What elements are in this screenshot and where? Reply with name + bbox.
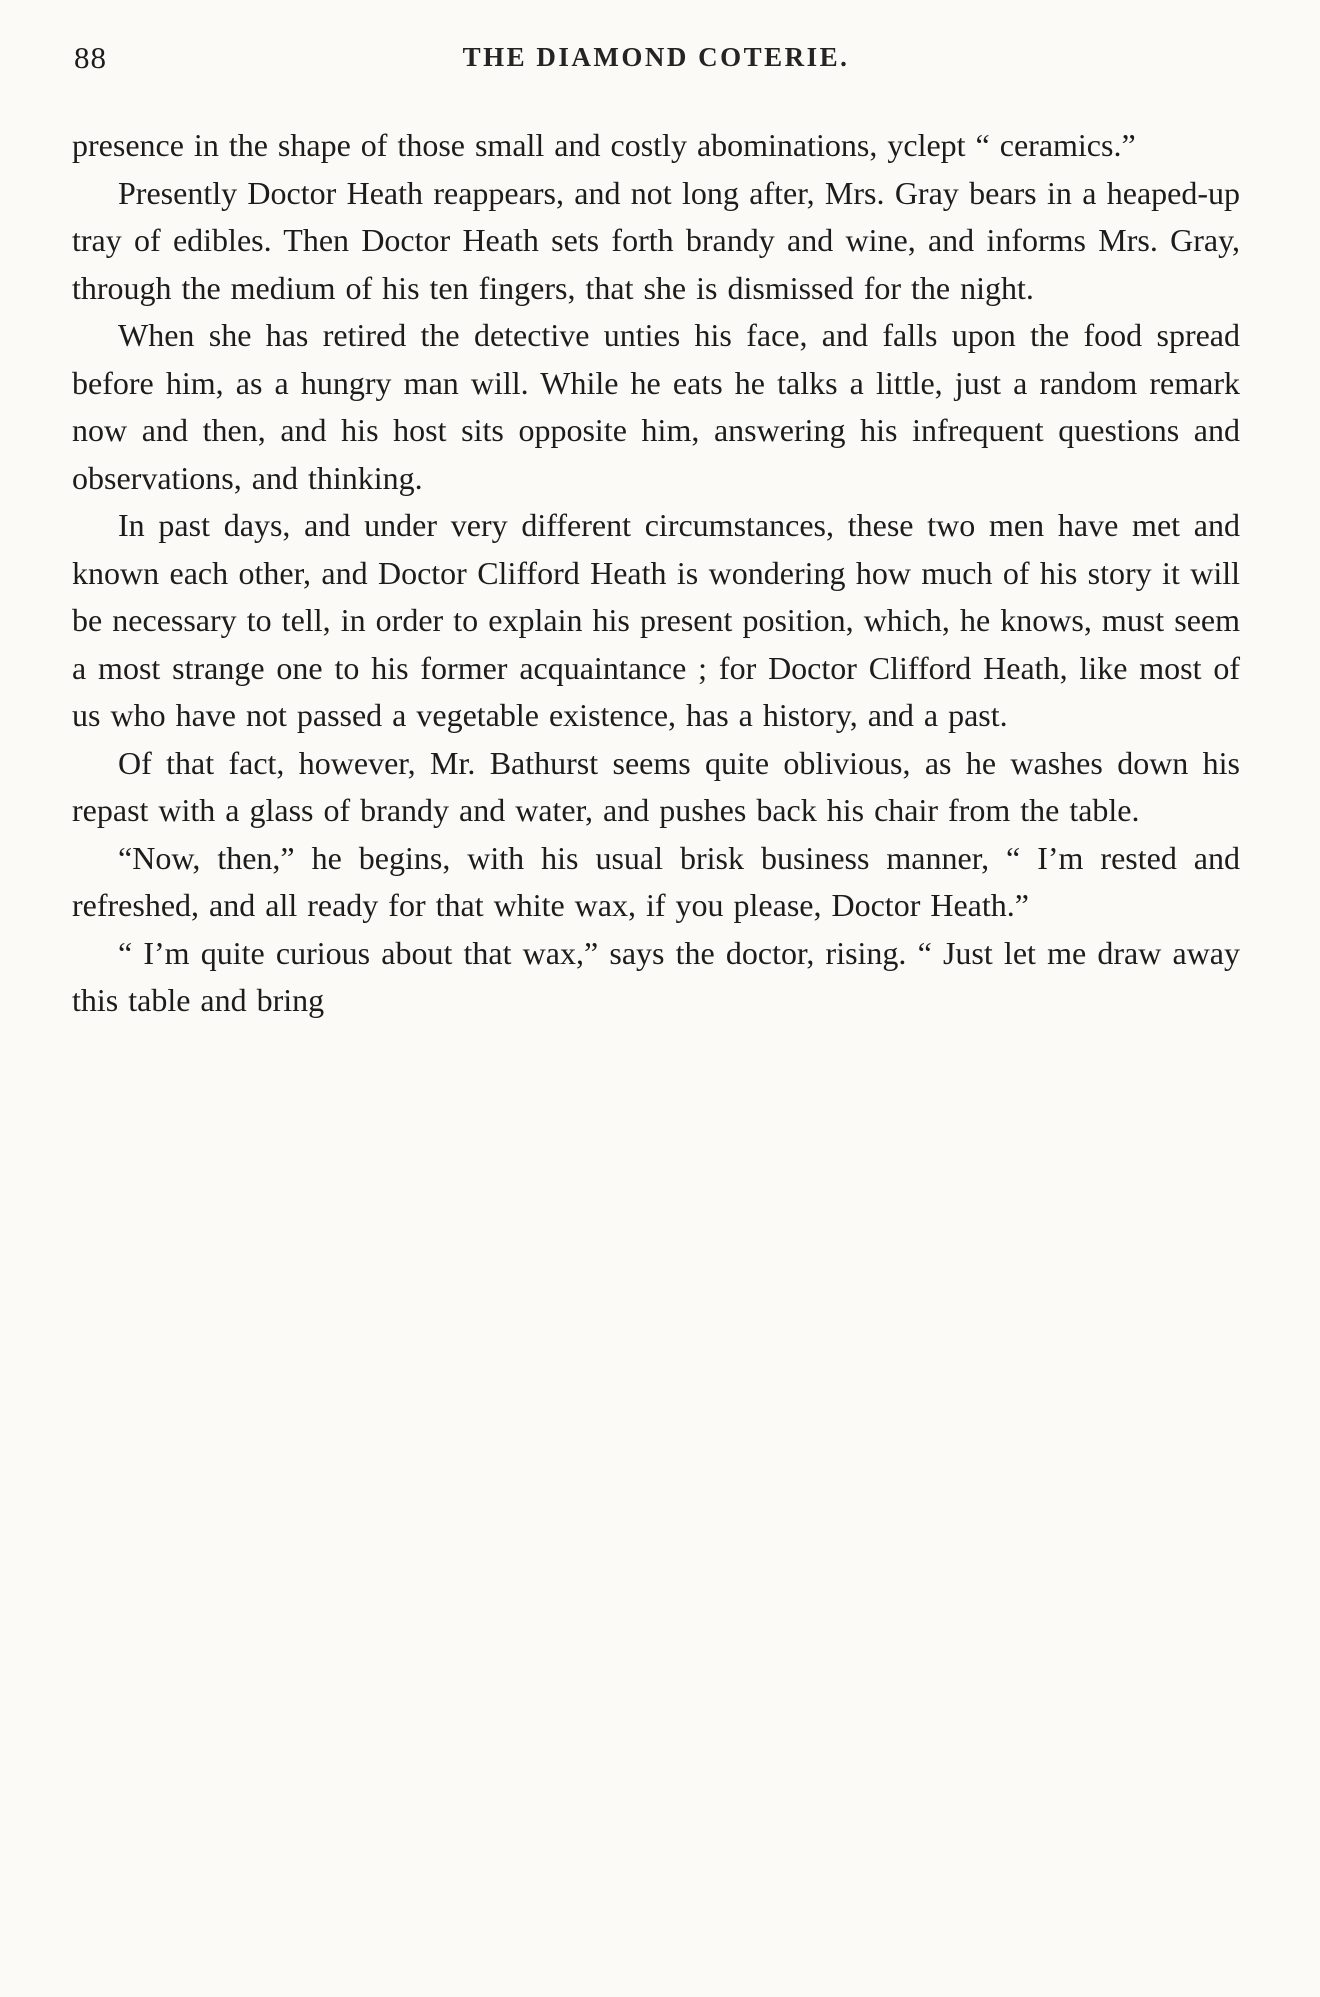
paragraph: When she has retired the detective unties his face, and falls upon the food spread before him, as a hungry man will. While he eats he talks a little, just a random remark now and then, and his host sits opposite him, answering his infrequent questions and observations, and thinking. (72, 317, 1240, 496)
paragraph: Presently Doctor Heath reappears, and not long after, Mrs. Gray bears in a heaped-up tray of edibles. Then Doctor Heath sets forth brandy and wine, and informs Mrs. Gray, through the medium of his ten fingers, that she is dismissed for the night. (72, 174, 1240, 306)
paragraph: “Now, then,” he begins, with his usual brisk business manner, “ I’m rested and refreshed, and all ready for that white wax, if you please, Doctor Heath.” (72, 839, 1240, 923)
paragraph: “ I’m quite curious about that wax,” says the doctor, rising. “ Just let me draw away this table and bring (72, 934, 1240, 1018)
page-number: 88 (74, 40, 107, 75)
paragraph: presence in the shape of those small and costly abominations, yclept “ ceramics.” (72, 127, 1136, 163)
paragraph: In past days, and under very different circumstances, these two men have met and known each other, and Doctor Clifford Heath is wondering how much of his story it will be necessary to tell, in order to explain his present position, which, he knows, must seem a most strange one to his former acquaintance ; for Doctor Clifford Heath, like most of us who have not passed a vegetable existence, has a history, and a past. (72, 507, 1240, 733)
running-title: THE DIAMOND COTERIE. (462, 42, 850, 72)
page-body-text (72, 122, 1240, 1025)
paragraph: Of that fact, however, Mr. Bathurst seems quite oblivious, as he washes down his repast with a glass of brandy and water, and pushes back his chair from the table. (72, 744, 1240, 828)
running-header (72, 38, 1240, 82)
